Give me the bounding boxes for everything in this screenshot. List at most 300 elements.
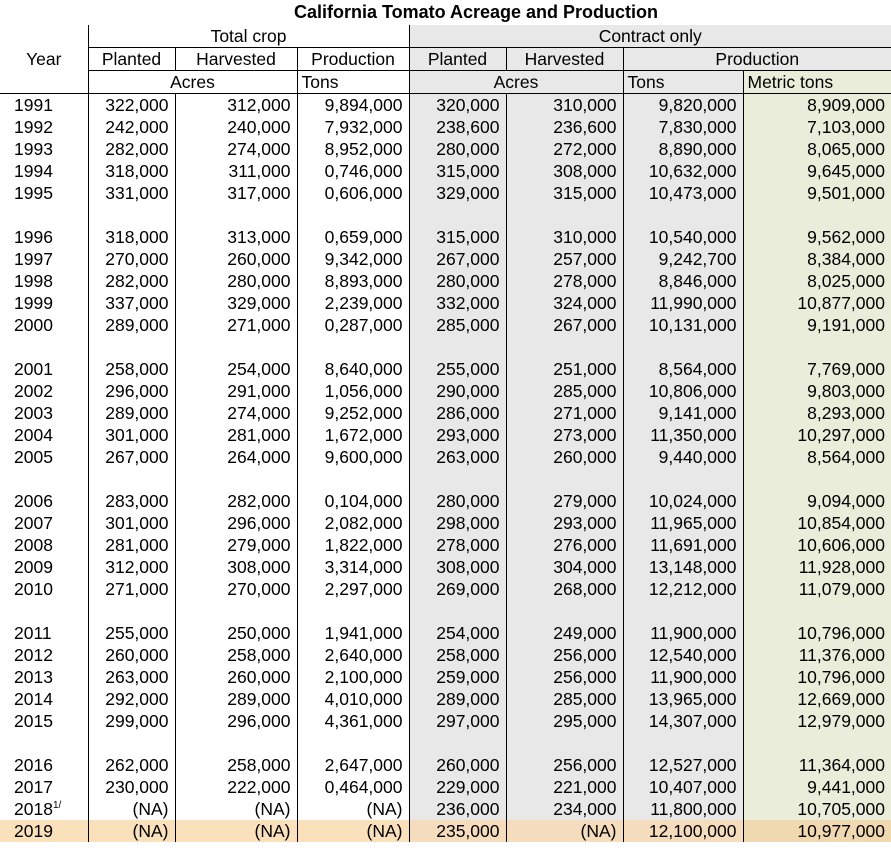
total-production-cell: 1,056,000 xyxy=(297,380,409,402)
total-production-cell: 0,104,000 xyxy=(297,490,409,512)
spacer-cell xyxy=(743,732,891,754)
contract-planted-header: Planted xyxy=(409,48,506,71)
contract-planted-cell: 267,000 xyxy=(409,248,506,270)
contract-tons-cell: 8,564,000 xyxy=(623,358,743,380)
contract-tons-cell: 10,131,000 xyxy=(623,314,743,336)
total-harvested-cell: 270,000 xyxy=(175,578,297,600)
total-production-cell: 9,342,000 xyxy=(297,248,409,270)
total-harvested-cell: 317,000 xyxy=(175,182,297,204)
contract-harvested-cell: 268,000 xyxy=(506,578,623,600)
total-planted-cell: 282,000 xyxy=(88,138,175,160)
contract-planted-cell: 280,000 xyxy=(409,490,506,512)
spacer-cell xyxy=(623,600,743,622)
total-planted-cell: 296,000 xyxy=(88,380,175,402)
total-harvested-cell: 329,000 xyxy=(175,292,297,314)
contract-metric-tons-cell: 9,562,000 xyxy=(743,226,891,248)
total-production-cell: 2,082,000 xyxy=(297,512,409,534)
contract-harvested-cell: 295,000 xyxy=(506,710,623,732)
total-production-cell: 0,746,000 xyxy=(297,160,409,182)
table-row xyxy=(0,358,891,380)
table-row xyxy=(0,534,891,556)
total-planted-cell: 267,000 xyxy=(88,446,175,468)
contract-planted-cell: 329,000 xyxy=(409,182,506,204)
contract-planted-cell: 235,000 xyxy=(409,820,506,842)
year-cell: 2014 xyxy=(14,689,53,709)
year-cell: 1997 xyxy=(14,249,53,269)
year-cell: 2006 xyxy=(14,491,53,511)
contract-metric-tons-cell: 10,705,000 xyxy=(743,798,891,820)
contract-metric-tons-cell: 10,297,000 xyxy=(743,424,891,446)
contract-metric-tons-cell: 8,909,000 xyxy=(743,94,891,117)
total-harvested-cell: 260,000 xyxy=(175,666,297,688)
total-production-cell: 8,952,000 xyxy=(297,138,409,160)
year-cell: 2003 xyxy=(14,403,53,423)
contract-only-header: Contract only xyxy=(409,25,891,48)
total-planted-header: Planted xyxy=(88,48,175,71)
contract-harvested-cell: 315,000 xyxy=(506,182,623,204)
total-production-cell: 2,640,000 xyxy=(297,644,409,666)
total-planted-cell: 289,000 xyxy=(88,314,175,336)
table-row xyxy=(0,512,891,534)
spacer-cell xyxy=(297,600,409,622)
total-planted-cell: (NA) xyxy=(88,798,175,820)
total-tons-header: Tons xyxy=(297,71,409,94)
year-header-spacer xyxy=(0,71,88,94)
year-cell: 1992 xyxy=(14,117,53,137)
total-planted-cell: 270,000 xyxy=(88,248,175,270)
spacer-cell xyxy=(506,204,623,226)
total-planted-cell: 281,000 xyxy=(88,534,175,556)
contract-harvested-cell: 285,000 xyxy=(506,380,623,402)
table-row xyxy=(0,556,891,578)
spacer-cell xyxy=(175,732,297,754)
spacer-cell xyxy=(743,468,891,490)
year-cell: 1993 xyxy=(14,139,53,159)
contract-harvested-cell: 249,000 xyxy=(506,622,623,644)
year-cell: 2012 xyxy=(14,645,53,665)
contract-tons-cell: 13,148,000 xyxy=(623,556,743,578)
total-planted-cell: 318,000 xyxy=(88,226,175,248)
contract-production-header: Production xyxy=(623,48,891,71)
total-harvested-cell: 250,000 xyxy=(175,622,297,644)
spacer-cell xyxy=(88,600,175,622)
spacer-cell xyxy=(409,204,506,226)
highlighted-row xyxy=(0,820,891,842)
contract-planted-cell: 269,000 xyxy=(409,578,506,600)
contract-tons-cell: 7,830,000 xyxy=(623,116,743,138)
spacer-cell xyxy=(743,204,891,226)
total-planted-cell: 337,000 xyxy=(88,292,175,314)
year-header: Year xyxy=(26,49,62,69)
total-harvested-cell: 254,000 xyxy=(175,358,297,380)
table-row xyxy=(0,182,891,204)
year-cell: 2015 xyxy=(14,711,53,731)
total-harvested-cell: 274,000 xyxy=(175,138,297,160)
total-production-cell: 2,647,000 xyxy=(297,754,409,776)
contract-harvested-cell: 272,000 xyxy=(506,138,623,160)
total-planted-cell: 283,000 xyxy=(88,490,175,512)
contract-tons-cell: 11,965,000 xyxy=(623,512,743,534)
contract-harvested-cell: 236,600 xyxy=(506,116,623,138)
spacer-cell xyxy=(743,600,891,622)
total-planted-cell: 263,000 xyxy=(88,666,175,688)
contract-tons-cell: 11,350,000 xyxy=(623,424,743,446)
total-harvested-cell: 264,000 xyxy=(175,446,297,468)
year-cell: $2018^{1/}$ xyxy=(14,799,62,819)
total-production-cell: 2,239,000 xyxy=(297,292,409,314)
contract-harvested-cell: 293,000 xyxy=(506,512,623,534)
spacer-cell xyxy=(623,336,743,358)
contract-metric-tons-cell: 7,769,000 xyxy=(743,358,891,380)
table-row xyxy=(0,138,891,160)
contract-harvested-cell: 257,000 xyxy=(506,248,623,270)
total-planted-cell: 271,000 xyxy=(88,578,175,600)
total-harvested-cell: 280,000 xyxy=(175,270,297,292)
contract-planted-cell: 290,000 xyxy=(409,380,506,402)
total-production-cell: 9,894,000 xyxy=(297,94,409,117)
spacer-cell xyxy=(743,336,891,358)
spacer-cell xyxy=(506,468,623,490)
total-production-cell: 0,659,000 xyxy=(297,226,409,248)
table-row xyxy=(0,490,891,512)
contract-tons-cell: 10,407,000 xyxy=(623,776,743,798)
contract-harvested-cell: 308,000 xyxy=(506,160,623,182)
contract-tons-cell: 12,527,000 xyxy=(623,754,743,776)
contract-tons-cell: 11,691,000 xyxy=(623,534,743,556)
year-cell: 2016 xyxy=(14,755,53,775)
contract-planted-cell: 286,000 xyxy=(409,402,506,424)
total-harvested-cell: 271,000 xyxy=(175,314,297,336)
contract-metric-tons-header: Metric tons xyxy=(743,71,891,94)
contract-planted-cell: 308,000 xyxy=(409,556,506,578)
contract-harvested-cell: 310,000 xyxy=(506,94,623,117)
spacer-cell xyxy=(88,204,175,226)
total-production-cell: 2,100,000 xyxy=(297,666,409,688)
header-row-1 xyxy=(0,25,891,48)
contract-metric-tons-cell: 9,094,000 xyxy=(743,490,891,512)
table-row xyxy=(0,292,891,314)
contract-tons-cell: 12,100,000 xyxy=(623,820,743,842)
spacer-cell xyxy=(506,600,623,622)
contract-harvested-cell: 271,000 xyxy=(506,402,623,424)
year-cell: 2019 xyxy=(0,820,88,842)
spacer-row xyxy=(0,336,891,358)
total-planted-cell: 282,000 xyxy=(88,270,175,292)
year-cell: 2007 xyxy=(14,513,53,533)
table-row xyxy=(0,710,891,732)
spacer-cell xyxy=(297,468,409,490)
spacer-cell xyxy=(88,732,175,754)
total-planted-cell: 255,000 xyxy=(88,622,175,644)
year-cell: 2009 xyxy=(14,557,53,577)
contract-tons-cell: 10,473,000 xyxy=(623,182,743,204)
spacer-row xyxy=(0,468,891,490)
contract-harvested-cell: 278,000 xyxy=(506,270,623,292)
spacer-cell xyxy=(409,732,506,754)
contract-metric-tons-cell: 9,645,000 xyxy=(743,160,891,182)
total-harvested-cell: 296,000 xyxy=(175,710,297,732)
contract-planted-cell: 278,000 xyxy=(409,534,506,556)
total-production-cell: 0,287,000 xyxy=(297,314,409,336)
total-planted-cell: 299,000 xyxy=(88,710,175,732)
table-row xyxy=(0,160,891,182)
contract-tons-cell: 9,141,000 xyxy=(623,402,743,424)
total-acres-header: Acres xyxy=(88,71,297,94)
contract-metric-tons-cell: 9,441,000 xyxy=(743,776,891,798)
contract-metric-tons-cell: 7,103,000 xyxy=(743,116,891,138)
spacer-cell xyxy=(88,336,175,358)
total-planted-cell: 301,000 xyxy=(88,424,175,446)
total-harvested-cell: 222,000 xyxy=(175,776,297,798)
spacer-cell xyxy=(506,336,623,358)
table-title: California Tomato Acreage and Production xyxy=(293,2,659,22)
total-production-cell: 9,252,000 xyxy=(297,402,409,424)
table-row xyxy=(0,578,891,600)
table-row xyxy=(0,314,891,336)
contract-tons-cell: 10,540,000 xyxy=(623,226,743,248)
total-planted-cell: 260,000 xyxy=(88,644,175,666)
table-row xyxy=(0,248,891,270)
spacer-cell xyxy=(623,732,743,754)
contract-harvested-cell: 276,000 xyxy=(506,534,623,556)
contract-metric-tons-cell: 10,977,000 xyxy=(743,820,891,842)
total-harvested-cell: 274,000 xyxy=(175,402,297,424)
total-planted-cell: 292,000 xyxy=(88,688,175,710)
tomato-table xyxy=(0,25,891,842)
contract-planted-cell: 263,000 xyxy=(409,446,506,468)
spacer-cell xyxy=(297,732,409,754)
contract-tons-cell: 8,846,000 xyxy=(623,270,743,292)
total-harvested-cell: 240,000 xyxy=(175,116,297,138)
contract-harvested-cell: 256,000 xyxy=(506,666,623,688)
contract-tons-cell: 11,900,000 xyxy=(623,622,743,644)
contract-tons-header: Tons xyxy=(623,71,743,94)
spacer-cell xyxy=(88,468,175,490)
total-production-cell: 0,464,000 xyxy=(297,776,409,798)
total-harvested-cell: 289,000 xyxy=(175,688,297,710)
total-harvested-cell: 279,000 xyxy=(175,534,297,556)
total-production-cell: 9,600,000 xyxy=(297,446,409,468)
year-cell: 1998 xyxy=(14,271,53,291)
year-cell: 2004 xyxy=(14,425,53,445)
contract-harvested-cell: 304,000 xyxy=(506,556,623,578)
contract-planted-cell: 229,000 xyxy=(409,776,506,798)
contract-metric-tons-cell: 12,669,000 xyxy=(743,688,891,710)
total-harvested-cell: 258,000 xyxy=(175,754,297,776)
contract-harvested-cell: 310,000 xyxy=(506,226,623,248)
year-cell: 2000 xyxy=(14,315,53,335)
table-row xyxy=(0,798,891,820)
contract-harvested-cell: 267,000 xyxy=(506,314,623,336)
spacer-cell xyxy=(506,732,623,754)
total-planted-cell: 258,000 xyxy=(88,358,175,380)
contract-harvested-cell: 251,000 xyxy=(506,358,623,380)
table-row xyxy=(0,424,891,446)
contract-tons-cell: 8,890,000 xyxy=(623,138,743,160)
year-cell: 2001 xyxy=(14,359,53,379)
spacer-row xyxy=(0,732,891,754)
table-row xyxy=(0,754,891,776)
contract-metric-tons-cell: 10,606,000 xyxy=(743,534,891,556)
contract-harvested-cell: 256,000 xyxy=(506,644,623,666)
spacer-cell xyxy=(0,468,88,490)
contract-metric-tons-cell: 9,501,000 xyxy=(743,182,891,204)
year-cell: 1995 xyxy=(14,183,53,203)
year-cell: 2010 xyxy=(14,579,53,599)
total-harvested-cell: (NA) xyxy=(175,820,297,842)
contract-harvested-header: Harvested xyxy=(506,48,623,71)
contract-metric-tons-cell: 8,384,000 xyxy=(743,248,891,270)
table-row xyxy=(0,666,891,688)
spacer-cell xyxy=(409,468,506,490)
total-harvested-cell: 313,000 xyxy=(175,226,297,248)
total-production-cell: (NA) xyxy=(297,820,409,842)
contract-metric-tons-cell: 11,079,000 xyxy=(743,578,891,600)
total-harvested-cell: (NA) xyxy=(175,798,297,820)
contract-harvested-cell: 285,000 xyxy=(506,688,623,710)
spacer-cell xyxy=(0,336,88,358)
contract-tons-cell: 9,820,000 xyxy=(623,94,743,117)
total-production-cell: 1,941,000 xyxy=(297,622,409,644)
contract-metric-tons-cell: 8,065,000 xyxy=(743,138,891,160)
contract-planted-cell: 280,000 xyxy=(409,138,506,160)
spacer-cell xyxy=(175,468,297,490)
year-cell: 1991 xyxy=(14,95,53,115)
contract-metric-tons-cell: 8,564,000 xyxy=(743,446,891,468)
spacer-cell xyxy=(409,336,506,358)
total-planted-cell: 312,000 xyxy=(88,556,175,578)
spacer-cell xyxy=(175,600,297,622)
contract-planted-cell: 255,000 xyxy=(409,358,506,380)
contract-planted-cell: 289,000 xyxy=(409,688,506,710)
contract-harvested-cell: 221,000 xyxy=(506,776,623,798)
spacer-cell xyxy=(623,468,743,490)
contract-metric-tons-cell: 10,796,000 xyxy=(743,622,891,644)
contract-metric-tons-cell: 11,928,000 xyxy=(743,556,891,578)
table-row xyxy=(0,446,891,468)
spacer-cell xyxy=(0,204,88,226)
spacer-cell xyxy=(0,732,88,754)
total-production-cell: (NA) xyxy=(297,798,409,820)
contract-tons-cell: 11,900,000 xyxy=(623,666,743,688)
table-row xyxy=(0,776,891,798)
contract-tons-cell: 9,440,000 xyxy=(623,446,743,468)
spacer-cell xyxy=(175,204,297,226)
contract-tons-cell: 10,806,000 xyxy=(623,380,743,402)
total-planted-cell: 331,000 xyxy=(88,182,175,204)
spacer-cell xyxy=(175,336,297,358)
contract-metric-tons-cell: 8,025,000 xyxy=(743,270,891,292)
total-harvested-cell: 311,000 xyxy=(175,160,297,182)
year-cell: 2002 xyxy=(14,381,53,401)
contract-metric-tons-cell: 9,803,000 xyxy=(743,380,891,402)
contract-planted-cell: 315,000 xyxy=(409,160,506,182)
total-harvested-cell: 296,000 xyxy=(175,512,297,534)
contract-acres-header: Acres xyxy=(409,71,623,94)
total-production-cell: 3,314,000 xyxy=(297,556,409,578)
contract-metric-tons-cell: 8,293,000 xyxy=(743,402,891,424)
contract-harvested-cell: 273,000 xyxy=(506,424,623,446)
total-production-cell: 4,361,000 xyxy=(297,710,409,732)
contract-planted-cell: 293,000 xyxy=(409,424,506,446)
contract-harvested-cell: (NA) xyxy=(506,820,623,842)
spacer-cell xyxy=(297,204,409,226)
contract-metric-tons-cell: 9,191,000 xyxy=(743,314,891,336)
total-planted-cell: 301,000 xyxy=(88,512,175,534)
contract-metric-tons-cell: 10,877,000 xyxy=(743,292,891,314)
total-planted-cell: 262,000 xyxy=(88,754,175,776)
contract-planted-cell: 315,000 xyxy=(409,226,506,248)
total-production-header: Production xyxy=(297,48,409,71)
year-cell: 2005 xyxy=(14,447,53,467)
contract-tons-cell: 11,800,000 xyxy=(623,798,743,820)
footnote-mark: 1/ xyxy=(52,800,62,812)
contract-planted-cell: 298,000 xyxy=(409,512,506,534)
spacer-row xyxy=(0,204,891,226)
contract-tons-cell: 12,540,000 xyxy=(623,644,743,666)
total-production-cell: 8,893,000 xyxy=(297,270,409,292)
year-cell: 1996 xyxy=(14,227,53,247)
contract-tons-cell: 10,632,000 xyxy=(623,160,743,182)
contract-planted-cell: 285,000 xyxy=(409,314,506,336)
contract-harvested-cell: 234,000 xyxy=(506,798,623,820)
contract-planted-cell: 260,000 xyxy=(409,754,506,776)
year-cell: 1999 xyxy=(14,293,53,313)
contract-planted-cell: 238,600 xyxy=(409,116,506,138)
year-cell: 2017 xyxy=(14,777,53,797)
contract-tons-cell: 10,024,000 xyxy=(623,490,743,512)
contract-metric-tons-cell: 11,376,000 xyxy=(743,644,891,666)
contract-planted-cell: 236,000 xyxy=(409,798,506,820)
table-row xyxy=(0,402,891,424)
table-row xyxy=(0,622,891,644)
total-harvested-cell: 291,000 xyxy=(175,380,297,402)
contract-tons-cell: 12,212,000 xyxy=(623,578,743,600)
contract-tons-cell: 11,990,000 xyxy=(623,292,743,314)
contract-harvested-cell: 260,000 xyxy=(506,446,623,468)
contract-tons-cell: 9,242,700 xyxy=(623,248,743,270)
total-planted-cell: 322,000 xyxy=(88,94,175,117)
total-harvested-cell: 260,000 xyxy=(175,248,297,270)
table-row xyxy=(0,688,891,710)
table-row xyxy=(0,226,891,248)
total-production-cell: 7,932,000 xyxy=(297,116,409,138)
contract-metric-tons-cell: 12,979,000 xyxy=(743,710,891,732)
spacer-cell xyxy=(297,336,409,358)
total-planted-cell: 318,000 xyxy=(88,160,175,182)
total-production-cell: 1,822,000 xyxy=(297,534,409,556)
table-row xyxy=(0,270,891,292)
total-production-cell: 1,672,000 xyxy=(297,424,409,446)
contract-harvested-cell: 324,000 xyxy=(506,292,623,314)
total-harvested-cell: 282,000 xyxy=(175,490,297,512)
total-planted-cell: (NA) xyxy=(88,820,175,842)
table-row xyxy=(0,380,891,402)
contract-planted-cell: 297,000 xyxy=(409,710,506,732)
table-row xyxy=(0,94,891,117)
spacer-cell xyxy=(623,204,743,226)
contract-metric-tons-cell: 10,796,000 xyxy=(743,666,891,688)
contract-harvested-cell: 256,000 xyxy=(506,754,623,776)
contract-metric-tons-cell: 10,854,000 xyxy=(743,512,891,534)
contract-planted-cell: 259,000 xyxy=(409,666,506,688)
spacer-row xyxy=(0,600,891,622)
total-crop-header: Total crop xyxy=(88,25,409,48)
contract-metric-tons-cell: 11,364,000 xyxy=(743,754,891,776)
contract-planted-cell: 254,000 xyxy=(409,622,506,644)
total-harvested-header: Harvested xyxy=(175,48,297,71)
contract-planted-cell: 332,000 xyxy=(409,292,506,314)
